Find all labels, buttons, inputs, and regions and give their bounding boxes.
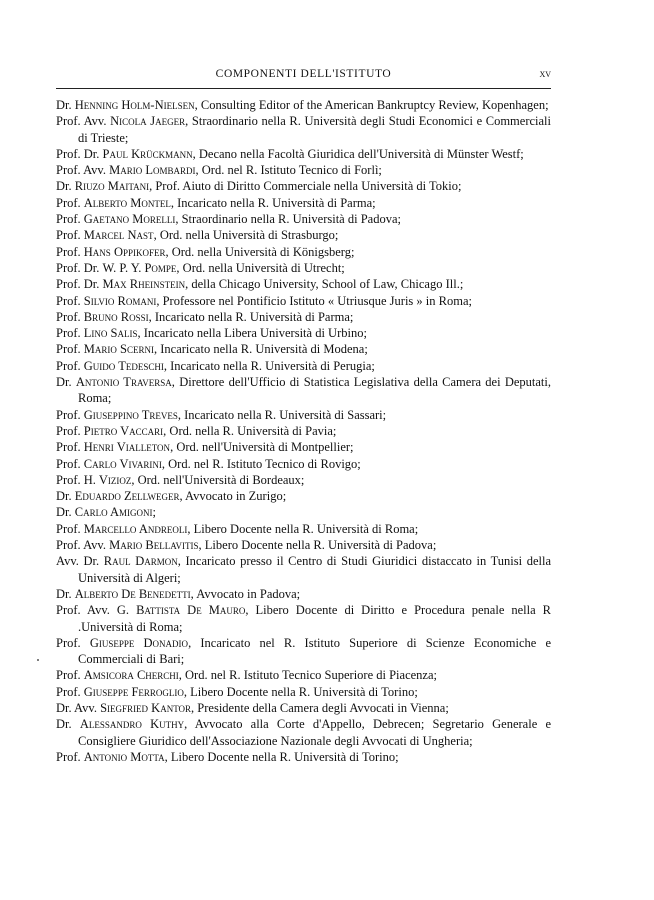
member-title: Prof. (56, 668, 81, 683)
member-name: W. P. Y. Pompe (102, 260, 177, 275)
list-item (56, 260, 551, 276)
member-position: , Ord. nella R. Università di Pavia; (163, 423, 337, 438)
member-title: Prof. Avv. (56, 114, 107, 129)
member-name: Pietro Vaccari (83, 423, 164, 438)
member-title: Prof. (56, 456, 81, 471)
member-name: Giuseppe Ferroglio (83, 684, 184, 699)
member-title: Avv. Dr. (56, 554, 100, 569)
list-item (56, 407, 551, 423)
member-title: Prof. Avv. (56, 538, 106, 553)
member-name: Guido Tedeschi (83, 358, 164, 373)
member-name: Henning Holm-Nielsen (74, 98, 195, 112)
list-item (56, 456, 551, 472)
member-name: Marcel Nast (83, 228, 154, 243)
member-title: Prof. (56, 358, 81, 373)
member-position: , Incaricato nella R. Università di Modena; (153, 342, 368, 357)
list-item (56, 684, 551, 700)
member-position: , Libero Docente nella R. Università di Torino; (183, 684, 418, 699)
member-position: , Incaricato nella R. Università di Perugia; (163, 358, 375, 373)
member-name: Siegfried Kantor (100, 700, 192, 715)
member-title: Prof. (56, 635, 81, 650)
list-item (56, 341, 551, 357)
member-title: Dr. (56, 375, 72, 390)
list-item (56, 488, 551, 504)
member-title: Prof. (56, 684, 81, 699)
member-name: Giuseppino Treves (83, 407, 178, 422)
member-name: Mario Scerni (83, 342, 154, 357)
member-name: Alberto De Benedetti (74, 586, 191, 601)
member-position: , Ord. nel R. Istituto Tecnico di Rovigo; (161, 456, 361, 471)
list-item (56, 309, 551, 325)
list-item (56, 113, 551, 146)
member-name: Marcello Andreoli (83, 521, 188, 536)
member-name: Gaetano Morelli (83, 212, 176, 227)
member-position: , Prof. Aiuto di Diritto Commerciale nella Università di Tokio; (149, 179, 462, 194)
member-position: , Incaricato nella Libera Università di Urbino; (137, 326, 367, 341)
member-position: , Avvocato alla Corte d'Appello, Debrecen; Segretario Generale e Consigliere Giuridico dell'Associazione Nazionale degli Avvocati di Ungheria; (78, 717, 552, 748)
member-title: Prof. Dr. (56, 260, 100, 275)
list-item (56, 602, 551, 635)
member-title: Prof. Dr. (56, 277, 100, 292)
member-name: Antonio Traversa (75, 375, 172, 390)
list-item (56, 162, 551, 178)
member-name: Henri Vialleton (83, 440, 171, 455)
member-title: Dr. (56, 717, 72, 732)
member-title: Prof. (56, 472, 81, 487)
member-title: Dr. (56, 489, 72, 504)
member-title: Prof. (56, 244, 81, 259)
list-item (56, 553, 551, 586)
member-name: Antonio Motta (83, 749, 165, 764)
member-name: Lino Salis (83, 326, 138, 341)
member-title: Prof. (56, 407, 81, 422)
member-title: Prof. Avv. (56, 603, 110, 618)
member-position: , Ord. nell'Università di Montpellier; (170, 440, 354, 455)
margin-speck (37, 659, 39, 661)
list-item (56, 635, 551, 668)
page-header (56, 68, 551, 86)
list-item (56, 293, 551, 309)
member-name: Carlo Amigoni (74, 505, 153, 520)
member-position: , Consulting Editor of the American Bankruptcy Review, Kopenhagen; (194, 98, 549, 112)
member-list (56, 97, 551, 765)
member-name: Paul Krückmann (102, 146, 193, 161)
member-title: Prof. Dr. (56, 146, 100, 161)
member-position: , Direttore dell'Ufficio di Statistica Legislativa della Camera dei Deputati, Roma; (78, 375, 552, 406)
member-position: , Libero Docente nella R. Università di Padova; (198, 538, 437, 553)
list-item (56, 276, 551, 292)
member-position: , Avvocato in Padova; (190, 586, 301, 601)
list-item (56, 227, 551, 243)
member-title: Prof. (56, 423, 81, 438)
member-name: Alberto Montel (83, 195, 171, 210)
member-name: Riuzo Maitani (74, 179, 150, 194)
list-item (56, 97, 551, 113)
member-title: Dr. Avv. (56, 700, 97, 715)
member-title: Prof. (56, 521, 81, 536)
member-position: , Libero Docente di Diritto e Procedura penale nella R .Università di Roma; (78, 603, 552, 634)
member-name: G. Battista De Mauro (116, 603, 246, 618)
member-position: , Ord. nella Università di Königsberg; (165, 244, 355, 259)
list-item (56, 211, 551, 227)
member-position: , Professore nel Pontificio Istituto « Utriusque Juris » in Roma; (156, 293, 472, 308)
member-name: Bruno Rossi (83, 309, 149, 324)
member-name: Alessandro Kuthy (79, 717, 185, 732)
list-item (56, 244, 551, 260)
member-title: Dr. (56, 505, 72, 520)
member-position: , Libero Docente nella R. Università di Roma; (187, 521, 419, 536)
member-name: H. Vizioz (83, 472, 132, 487)
list-item (56, 178, 551, 194)
member-name: Silvio Romani (83, 293, 157, 308)
member-position: , Decano nella Facoltà Giuridica dell'Università di Münster Westf; (192, 146, 524, 161)
running-title: COMPONENTI DELL'ISTITUTO (215, 68, 392, 80)
list-item (56, 439, 551, 455)
member-name: Giuseppe Donadio (89, 635, 189, 650)
member-position: , Incaricato nella R. Università di Sassari; (177, 407, 387, 422)
member-name: Amsicora Cherchi (83, 668, 179, 683)
list-item (56, 667, 551, 683)
list-item (56, 195, 551, 211)
list-item (56, 325, 551, 341)
list-item (56, 504, 551, 520)
member-position: ; (152, 505, 157, 520)
member-position: , Straordinario nella R. Università degli Studi Economici e Commerciali di Trieste; (78, 114, 551, 145)
list-item (56, 537, 551, 553)
member-position: , Presidente della Camera degli Avvocati in Vienna; (191, 700, 449, 715)
member-name: Nicola Jaeger (110, 114, 186, 129)
header-rule (56, 88, 551, 89)
member-name: Max Rheinstein (102, 277, 186, 292)
list-item (56, 472, 551, 488)
page-number: xv (539, 68, 551, 80)
list-item (56, 423, 551, 439)
member-title: Prof. (56, 326, 81, 341)
list-item (56, 374, 551, 407)
list-item (56, 146, 551, 162)
member-position: , Avvocato in Zurigo; (179, 489, 287, 504)
member-title: Dr. (56, 586, 72, 601)
member-position: , Libero Docente nella R. Università di Torino; (164, 749, 399, 764)
member-title: Prof. (56, 212, 81, 227)
member-position: , della Chicago University, School of Law, Chicago Ill.; (185, 277, 464, 292)
list-item (56, 586, 551, 602)
member-title: Dr. (56, 98, 72, 112)
member-name: Raul Darmon (103, 554, 178, 569)
member-position: , Ord. nell'Università di Bordeaux; (131, 472, 305, 487)
list-item (56, 700, 551, 716)
member-title: Prof. (56, 749, 81, 764)
member-position: , Incaricato nel R. Istituto Superiore di Scienze Economiche e Commerciali di Bari; (78, 635, 552, 667)
member-name: Eduardo Zellweger (74, 489, 180, 504)
member-title: Prof. (56, 293, 81, 308)
member-position: , Ord. nel R. Istituto Tecnico Superiore di Piacenza; (178, 668, 437, 683)
member-title: Prof. (56, 342, 81, 357)
member-title: Dr. (56, 179, 72, 194)
member-name: Mario Bellavitis (109, 538, 199, 553)
member-title: Prof. Avv. (56, 163, 106, 178)
member-position: , Ord. nella Università di Utrecht; (176, 260, 345, 275)
member-name: Mario Lombardi (109, 163, 196, 178)
member-title: Prof. (56, 309, 81, 324)
member-title: Prof. (56, 440, 81, 455)
member-position: , Ord. nel R. Istituto Tecnico di Forlì; (195, 163, 382, 178)
member-title: Prof. (56, 195, 81, 210)
member-position: , Straordinario nella R. Università di Padova; (175, 212, 401, 227)
member-position: , Incaricato nella R. Università di Parma; (148, 309, 354, 324)
list-item (56, 358, 551, 374)
member-name: Hans Oppikofer (83, 244, 166, 259)
member-name: Carlo Vivarini (83, 456, 162, 471)
member-position: , Incaricato nella R. Università di Parma; (170, 195, 376, 210)
list-item (56, 521, 551, 537)
member-position: , Incaricato presso il Centro di Studi Giuridici distaccato in Tunisi della Università di Algeri; (78, 554, 551, 585)
member-title: Prof. (56, 228, 81, 243)
member-position: , Ord. nella Università di Strasburgo; (153, 228, 339, 243)
list-item (56, 749, 551, 765)
list-item (56, 716, 551, 749)
